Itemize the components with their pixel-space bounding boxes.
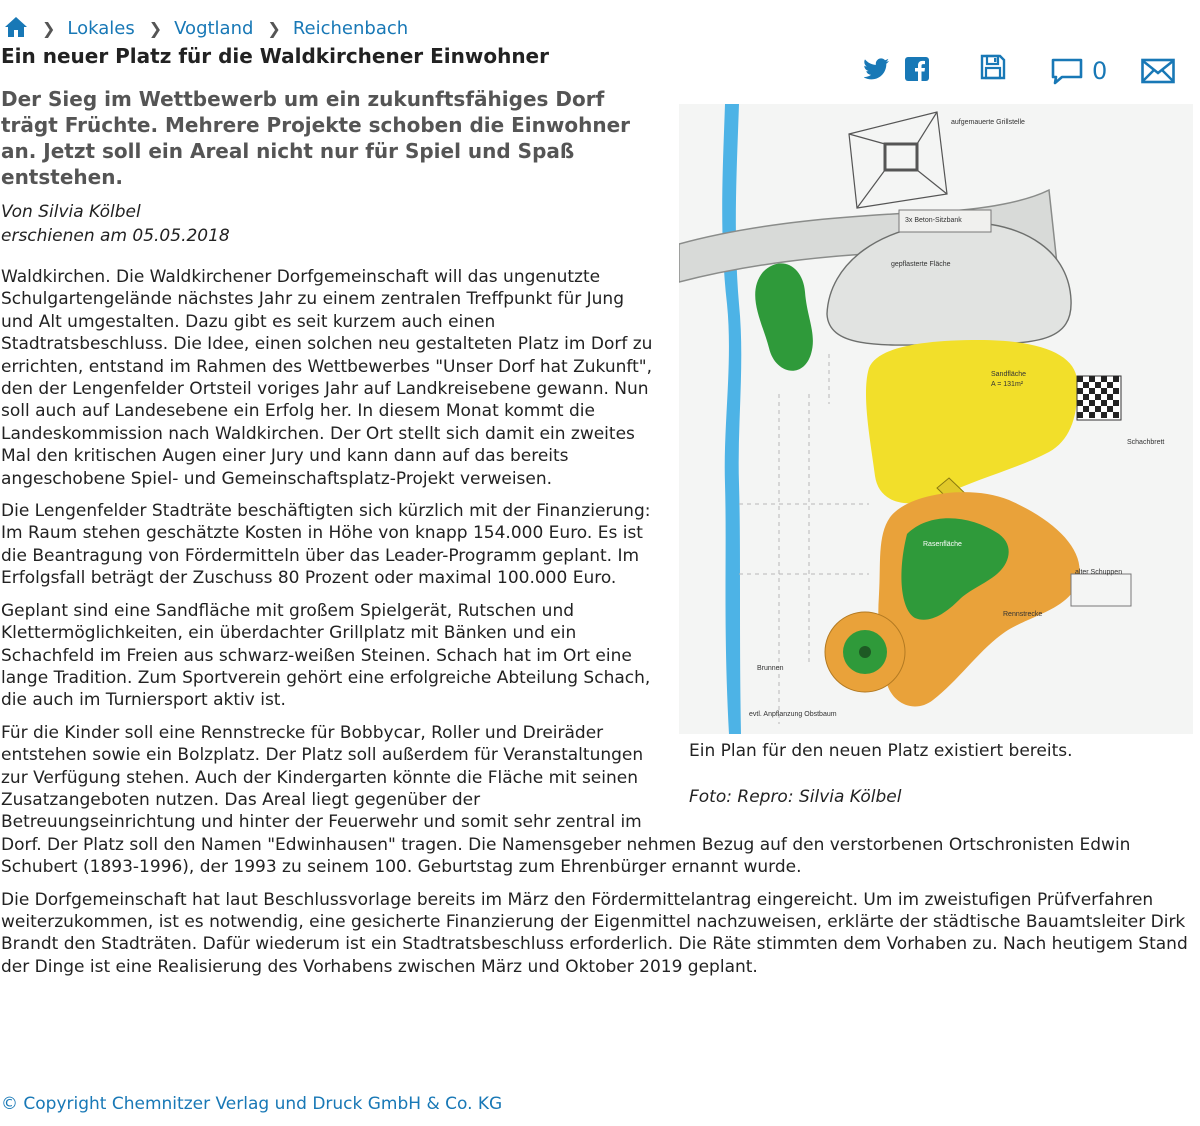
breadcrumb xyxy=(4,14,408,42)
chevron-right-icon: ❯ xyxy=(267,18,281,38)
paragraph-5: Die Dorfgemeinschaft hat laut Beschlussvorlage bereits im März den Fördermittelantrag eingereicht. Um im zweistufigen Prüfverfahren weiterzukommen, ist es notwendig, eine gesicherte Finanzierung der Eigenmittel nachzuweisen, erklärte der städtische Bauamtsleiter Dirk Brandt den Stadträten. Dafür wiederum ist ein Stadtratsbeschluss erforderlich. Die Räte stimmten dem Vorhaben zu. Nach heutigem Stand der Dinge ist eine Realisierung des Vorhabens zwischen März und Oktober 2019 geplant. xyxy=(1,889,1188,977)
home-icon[interactable] xyxy=(4,16,28,40)
chevron-right-icon: ❯ xyxy=(148,18,163,38)
paragraph-2: Die Lengenfelder Stadträte beschäftigten sich kürzlich mit der Finanzierung: Im Raum stehen geschätzte Kosten in Höhe von knapp 154.000 Euro. Es ist die Beantragung von Fördermitteln über das Leader-Programm geplant. Im Erfolgsfall beträgt der Zuschuss 80 Prozent oder maximal 100.000 Euro. xyxy=(1,501,651,589)
breadcrumb-item-vogtland[interactable]: Vogtland xyxy=(174,17,254,39)
plan-label-sand-area: A = 131m² xyxy=(991,381,1024,388)
paragraph-1: Waldkirchen. Die Waldkirchener Dorfgemeinschaft will das ungenutzte Schulgartengelände nächstes Jahr zu einem zentralen Treffpunkt für Jung und Alt umgestalten. Dazu gibt es seit kurzem auch einen Stadtratsbeschluss. Die Idee, einen solchen neu gestalteten Platz im Dorf zu errichten, entstand im Rahmen des Wettbewerbes "Unser Dorf hat Zukunft", den der Lengenfelder Ortsteil voriges Jahr auf Landkreisebene gewann. Nun soll auch auf Landesebene ein Erfolg her. In diesem Monat kommt die Landeskommission nach Waldkirchen. Der Ort stellt sich damit ein zweites Mal den kritischen Augen einer Jury und kann dann auf das bereits angeschobene Spiel- und Gemeinschaftsplatz-Projekt verweisen. xyxy=(1,267,653,489)
mail-icon[interactable] xyxy=(1141,56,1175,86)
paragraph-3: Geplant sind eine Sandfläche mit großem Spielgerät, Rutschen und Klettermöglichkeiten, ein überdachter Grillplatz mit Bänken und ein Schachfeld im Freien aus schwarz-weißen Steinen. Schach hat im Ort eine lange Tradition. Zum Sportverein gehört eine erfolgreiche Abteilung Schach, die auch im Turniersport aktiv ist. xyxy=(1,600,651,711)
plan-label-bench: 3x Beton-Sitzbank xyxy=(905,217,962,224)
figure-credit: Foto: Repro: Silvia Kölbel xyxy=(689,787,902,807)
author: Von Silvia Kölbel xyxy=(1,202,141,222)
comment-button[interactable] xyxy=(1050,56,1107,86)
article-figure xyxy=(679,104,1199,808)
twitter-icon[interactable] xyxy=(864,54,890,84)
breadcrumb-item-reichenbach[interactable]: Reichenbach xyxy=(292,17,409,39)
plan-label-sand: Sandfläche xyxy=(991,371,1027,378)
comment-icon xyxy=(1050,57,1084,85)
save-icon[interactable] xyxy=(979,52,1007,82)
chevron-right-icon: ❯ xyxy=(42,18,56,38)
comment-count: 0 xyxy=(1092,57,1108,85)
plan-label-grill: aufgemauerte Grillstelle xyxy=(951,119,1025,126)
copyright-link[interactable]: © Copyright Chemnitzer Verlag und Druck GmbH & Co. KG xyxy=(1,1094,503,1114)
article-lead: Der Sieg im Wettbewerb um ein zukunftsfähiges Dorf trägt Früchte. Mehrere Projekte schoben die Einwohner an. Jetzt soll ein Areal nicht nur für Spiel und Spaß entstehen. xyxy=(1,87,631,189)
plan-label-planting: evtl. Anpflanzung Obstbaum xyxy=(749,711,837,718)
site-plan-image[interactable] xyxy=(679,104,1199,734)
plan-label-paved: gepflasterte Fläche xyxy=(891,261,951,268)
paragraph-4: Für die Kinder soll eine Rennstrecke für Bobbycar, Roller und Dreiräder entstehen sowie ein Bolzplatz. Der Platz soll außerdem für Veranstaltungen zur Verfügung stehen. Auch der Kindergarten könnte die Fläche mit seinen Zusatzangeboten nutzen. Das Areal liegt gegenüber der Betreuungseinrichtung und hinter der Feuerwehr und somit sehr zentral im Dorf. Der Platz soll den Namen "Edwinhausen" tragen. Die Namensgeber nehmen Bezug auf den verstorbenen Ortschronisten Edwin Schubert (1893-1996), der 1993 zu seinem 100. Geburtstag zum Ehrenbürger ernannt wurde. xyxy=(1,722,1131,878)
article-title: Ein neuer Platz für die Waldkirchener Einwohner xyxy=(1,44,549,68)
byline xyxy=(1,200,230,248)
plan-label-shed: alter Schuppen xyxy=(1075,569,1123,576)
plan-label-lawn: Rasenfläche xyxy=(923,541,962,548)
plan-label-race: Rennstrecke xyxy=(1003,611,1043,618)
plan-label-fountain: Brunnen xyxy=(757,665,784,672)
breadcrumb-item-lokales[interactable]: Lokales xyxy=(67,17,135,39)
facebook-icon[interactable] xyxy=(905,54,929,84)
publish-date: erschienen am 05.05.2018 xyxy=(1,226,230,246)
figure-caption: Ein Plan für den neuen Platz existiert bereits. xyxy=(689,741,1073,761)
plan-label-chess: Schachbrett xyxy=(1127,439,1165,446)
